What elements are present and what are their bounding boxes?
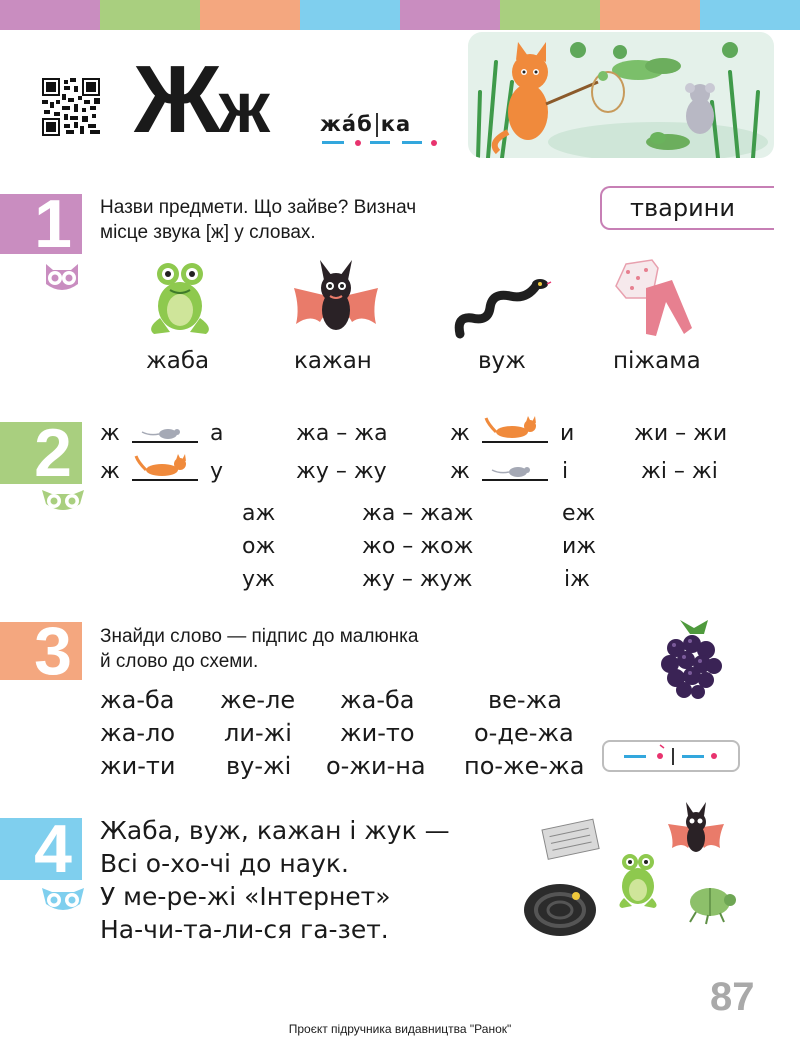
frog-picture [140,258,220,336]
category-label: тварини [630,194,735,222]
cat-blank-picture [132,452,198,482]
syllable-cell: еж [562,501,596,526]
letter-upper: Ж [134,46,219,153]
color-strip [200,0,300,30]
syllable-cell: аж [242,501,276,526]
cat-blank-picture [482,414,548,444]
syllable-word: по-же-жа [464,752,585,780]
letter-cell: ж [100,459,120,484]
letter-cell: ж [450,421,470,446]
syllable-cell: іж [564,567,590,592]
syllable-word: жи-ти [100,752,176,780]
syllable-cell: жу – жуж [362,567,473,592]
mouse-blank-picture [482,458,548,482]
syllable-word: же-ле [220,686,296,714]
syllable-word: жа-ба [100,686,175,714]
instruction-line: Назви предмети. Що зайве? Визнач [100,197,417,218]
letter-cell: у [210,459,224,484]
syllable-separator [376,113,378,137]
word-scheme-icon [604,742,738,770]
bat-picture [290,258,382,338]
color-strip [700,0,800,30]
task-number-4 [0,811,82,887]
letter-cell: и [560,421,575,446]
syllable-word: ву-жі [226,752,292,780]
poem-line: На-чи-та-ли-ся га-зет. [100,915,389,944]
mouse-blank-picture [132,420,198,444]
keyword-syllable: б [357,112,373,136]
letter-cell: ж [450,459,470,484]
task1-word: вуж [478,348,526,374]
qr-code-icon[interactable] [42,78,100,136]
owl-icon [40,488,86,512]
syllable-word: о-жи-на [326,752,426,780]
letter-lower: ж [218,68,268,148]
syllable-pair: жи – жи [634,421,728,446]
keyword-syllable: ка [380,112,412,136]
instruction-line: місце звука [ж] у словах. [100,222,316,243]
poem-line: Жаба, вуж, кажан і жук — [100,816,450,845]
task-number-3 [0,613,82,689]
word-scheme-box [602,740,740,772]
syllable-word: ли-жі [224,719,292,747]
syllable-cell: иж [562,534,597,559]
owl-icon [43,262,81,294]
letter-cell: а [210,421,224,446]
sound-scheme-icon [322,140,442,150]
keyword [320,112,411,137]
letter-cell: і [562,459,569,484]
task-number-label: 3 [34,613,72,689]
color-strip [0,0,100,30]
color-strip [100,0,200,30]
instruction-line: й слово до схеми. [100,651,259,672]
syllable-word: о-де-жа [474,719,574,747]
top-color-bar [0,0,800,30]
task-number-label: 4 [34,811,72,887]
owl-icon [40,886,86,912]
task-number-label: 2 [34,415,72,491]
color-strip [300,0,400,30]
syllable-cell: жа – жаж [362,501,474,526]
syllable-pair: жа – жа [296,421,388,446]
poem-line: Всі о-хо-чі до наук. [100,849,349,878]
syllable-cell: уж [242,567,275,592]
color-strip [600,0,700,30]
task1-word: жаба [146,348,210,374]
syllable-cell: жо – жож [362,534,474,559]
syllable-word: жа-ло [100,719,176,747]
category-tag [600,186,774,230]
syllable-word: жа-ба [340,686,415,714]
syllable-cell: ож [242,534,276,559]
pajamas-picture [612,258,698,340]
blackberry-picture [650,618,730,704]
keyword-syllable: жá [320,112,358,136]
footer-note: Проєкт підручника видавництва "Ранок" [288,1022,512,1036]
syllable-word: жи-то [340,719,415,747]
poem-line: У ме-ре-жі «Інтернет» [100,882,391,911]
color-strip [400,0,500,30]
task-number-1 [0,186,82,262]
letter-cell: ж [100,421,120,446]
task1-word: піжама [613,348,701,374]
cat-pond-illustration [468,32,774,158]
syllable-pair: жу – жу [296,459,387,484]
task3-instruction [100,624,418,674]
task-number-label: 1 [34,186,72,262]
task1-word: кажан [294,348,372,374]
animals-reading-illustration [520,800,736,950]
instruction-line: Знайди слово — підпис до малюнка [100,626,419,647]
color-strip [500,0,600,30]
page-number: 87 [710,975,755,1019]
letter-heading [134,46,268,153]
snake-picture [452,278,552,340]
task-number-2 [0,415,82,491]
syllable-pair: жі – жі [641,459,718,484]
syllable-word: ве-жа [488,686,562,714]
task1-instruction [100,195,416,245]
